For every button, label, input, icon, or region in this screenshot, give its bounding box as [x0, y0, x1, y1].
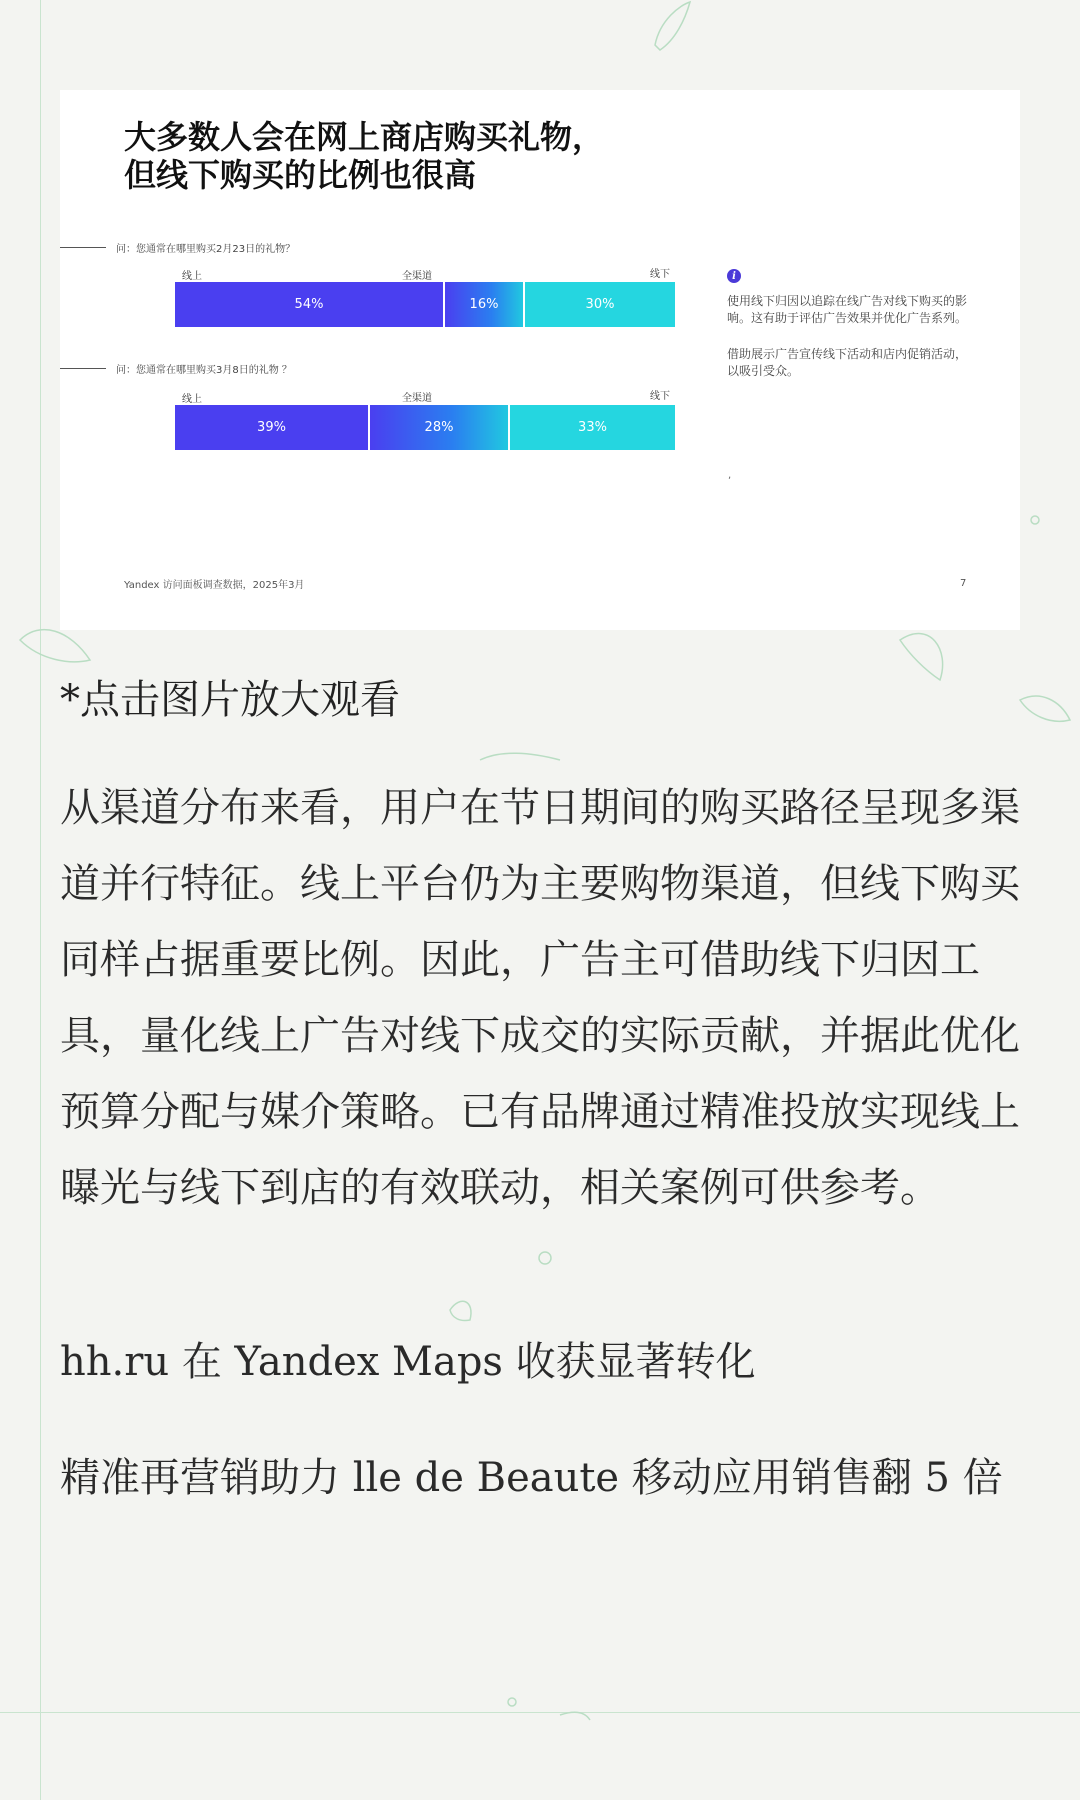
label-online: 线上 [182, 394, 202, 405]
bar-segment-online: 39% [175, 405, 370, 450]
body-paragraph: 从渠道分布来看，用户在节日期间的购买路径呈现多渠道并行特征。线上平台仍为主要购物渠道，但线下购买同样占据重要比例。因此，广告主可借助线下归因工具，量化线上广告对线下成交的实际贡献，并据此优化预算分配与媒介策略。已有品牌通过精准投放实现线上曝光与线下到店的有效联动，相关案例可供参考。 [60, 785, 1020, 1211]
slide-page-number: 7 [960, 578, 967, 589]
info-icon: i [727, 269, 741, 283]
question-2-text: 问：您通常在哪里购买3月8日的礼物 ？ [116, 365, 292, 376]
zoom-hint: *点击图片放大观看 [60, 677, 400, 723]
bar-segment-offline: 33% [510, 405, 675, 450]
left-margin-line [40, 0, 41, 1800]
question-rule [60, 368, 106, 369]
note-paragraph-1: 使用线下归因以追踪在线广告对线下购买的影响。这有助于评估广告效果并优化广告系列。 [727, 294, 968, 325]
label-offline: 线下 [650, 391, 670, 402]
slide-title [124, 118, 744, 194]
bar-segment-offline: 30% [525, 282, 675, 327]
label-offline: 线下 [650, 269, 670, 280]
stacked-bar-q1 [175, 282, 675, 327]
note-paragraph-2: 借助展示广告宣传线下活动和店内促销活动，以吸引受众。 [727, 347, 968, 378]
slide-mark: , [728, 470, 732, 481]
bar-segment-omni: 28% [370, 405, 510, 450]
label-omni: 全渠道 [402, 271, 432, 282]
bar-segment-omni: 16% [445, 282, 525, 327]
article-link-ile-de-beaute[interactable]: 精准再营销助力 lle de Beaute 移动应用销售翻 5 倍 [60, 1455, 1003, 1501]
bottom-margin-line [0, 1712, 1080, 1713]
bar-segment-online: 54% [175, 282, 445, 327]
label-omni: 全渠道 [402, 393, 432, 404]
stacked-bar-q2 [175, 405, 675, 450]
source-caption: Yandex 访问面板调查数据，2025年3月 [124, 580, 305, 591]
slide-title-line2: 但线下购买的比例也很高 [124, 156, 477, 194]
article-link-hh[interactable]: hh.ru 在 Yandex Maps 收获显著转化 [60, 1339, 756, 1385]
slide-title-line1: 大多数人会在网上商店购买礼物， [124, 118, 605, 156]
question-rule [60, 247, 106, 248]
question-1-text: 问：您通常在哪里购买2月23日的礼物？ [116, 244, 296, 255]
infographic-slide[interactable] [60, 90, 1020, 630]
label-online: 线上 [182, 271, 202, 282]
